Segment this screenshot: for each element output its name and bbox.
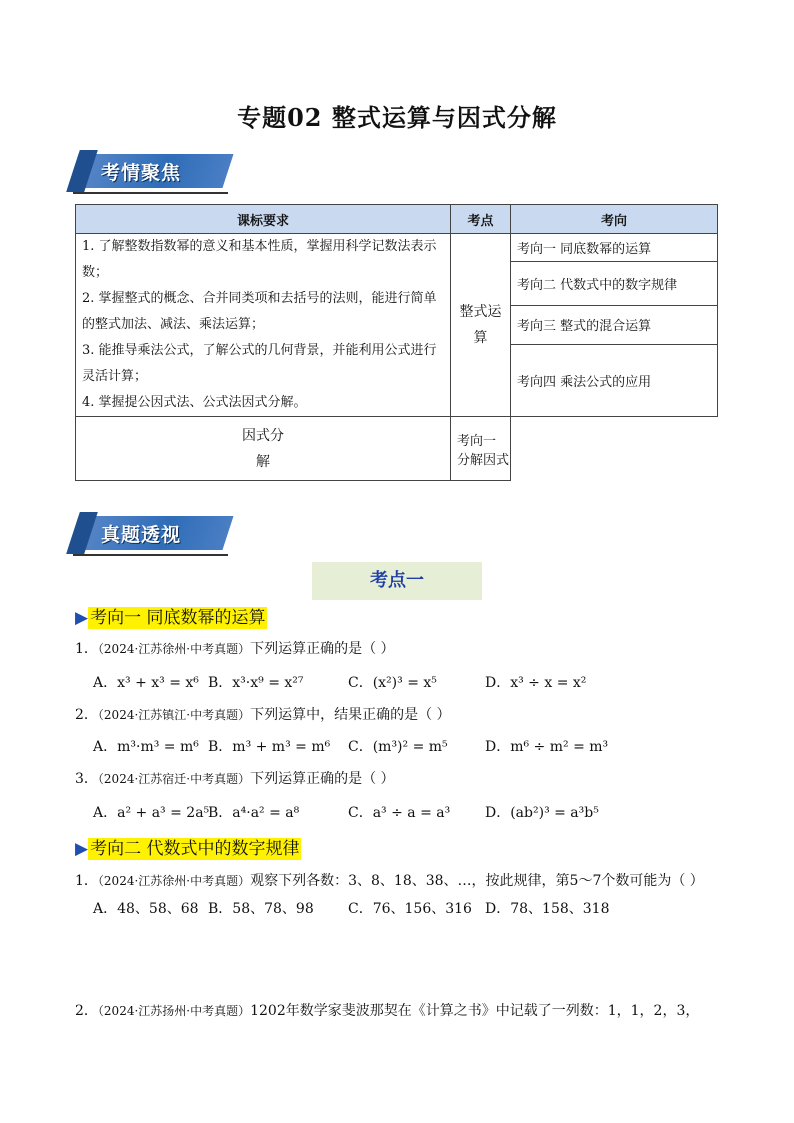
requirement-item: 4. 掌握提公因式法、公式法因式分解。 [82, 395, 307, 410]
option: C．(m³)² = m⁵ [348, 739, 448, 755]
question: 1．（2024·江苏徐州·中考真题）观察下列各数：3、8、18、38、…，按此规律，第5～7个数可能为（ ） [75, 873, 704, 889]
kaodian-label: 考点一 [312, 562, 482, 600]
requirements-cell [76, 234, 451, 417]
option: D．(ab²)³ = a³b⁵ [485, 805, 599, 821]
option: D．78、158、318 [485, 901, 610, 917]
option: B．x³·x⁹ = x²⁷ [208, 675, 304, 691]
question: 2．（2024·江苏扬州·中考真题）1202年数学家斐波那契在《计算之书》中记载了一列数：1，1，2，3， [75, 1003, 700, 1019]
option: C．76、156、316 [348, 901, 472, 917]
direction-heading: ▶ 考向一 同底数幂的运算 [75, 608, 266, 628]
option: C．a³ ÷ a = a³ [348, 805, 451, 821]
section-banner-kaoqing [73, 150, 228, 192]
option: A．m³·m³ = m⁶ [93, 739, 199, 755]
point-yinshi: 因式分解 [76, 417, 451, 481]
curriculum-table [75, 204, 718, 481]
option: A．x³ + x³ = x⁶ [93, 675, 199, 691]
option: D．x³ ÷ x = x² [485, 675, 587, 691]
header-requirements: 课标要求 [76, 205, 451, 234]
point-zhengshi: 整式运算 [451, 234, 511, 417]
direction-heading: ▶ 考向二 代数式中的数字规律 [75, 839, 300, 859]
direction-item: 考向二 代数式中的数字规律 [511, 262, 718, 306]
direction-item: 考向四 乘法公式的应用 [511, 344, 718, 416]
options [93, 672, 713, 694]
option: B．m³ + m³ = m⁶ [208, 739, 331, 755]
direction-item: 考向一 同底数幂的运算 [511, 234, 718, 262]
section-banner-zhenti [73, 512, 228, 554]
option: B．a⁴·a² = a⁸ [208, 805, 300, 821]
triangle-icon: ▶ [75, 839, 89, 859]
triangle-icon: ▶ [75, 608, 89, 628]
direction-item: 考向三 整式的混合运算 [511, 306, 718, 344]
option: A．48、58、68 [93, 901, 199, 917]
page-title: 专题02 整式运算与因式分解 [237, 103, 557, 132]
question: 1．（2024·江苏徐州·中考真题）下列运算正确的是（ ） [75, 641, 395, 657]
header-direction: 考向 [511, 205, 718, 234]
question: 3．（2024·江苏宿迁·中考真题）下列运算正确的是（ ） [75, 771, 395, 787]
header-point: 考点 [451, 205, 511, 234]
requirement-item: 2. 掌握整式的概念、合并同类项和去括号的法则，能进行简单的整式加法、减法、乘法运算； [82, 291, 437, 332]
options [93, 802, 713, 824]
section-title: 考情聚焦 [101, 162, 182, 184]
option: B．58、78、98 [208, 901, 314, 917]
options [93, 898, 713, 920]
section-title: 真题透视 [101, 524, 182, 546]
option: A．a² + a³ = 2a⁵ [93, 805, 210, 821]
option: D．m⁶ ÷ m² = m³ [485, 739, 609, 755]
direction-item: 考向一 分解因式 [451, 417, 511, 481]
requirement-item: 3. 能推导乘法公式，了解公式的几何背景，并能利用公式进行灵活计算； [82, 343, 437, 384]
question: 2．（2024·江苏镇江·中考真题）下列运算中，结果正确的是（ ） [75, 707, 451, 723]
option: C．(x²)³ = x⁵ [348, 675, 437, 691]
options [93, 736, 713, 758]
requirement-item: 1. 了解整数指数幂的意义和基本性质，掌握用科学记数法表示数； [82, 239, 437, 280]
